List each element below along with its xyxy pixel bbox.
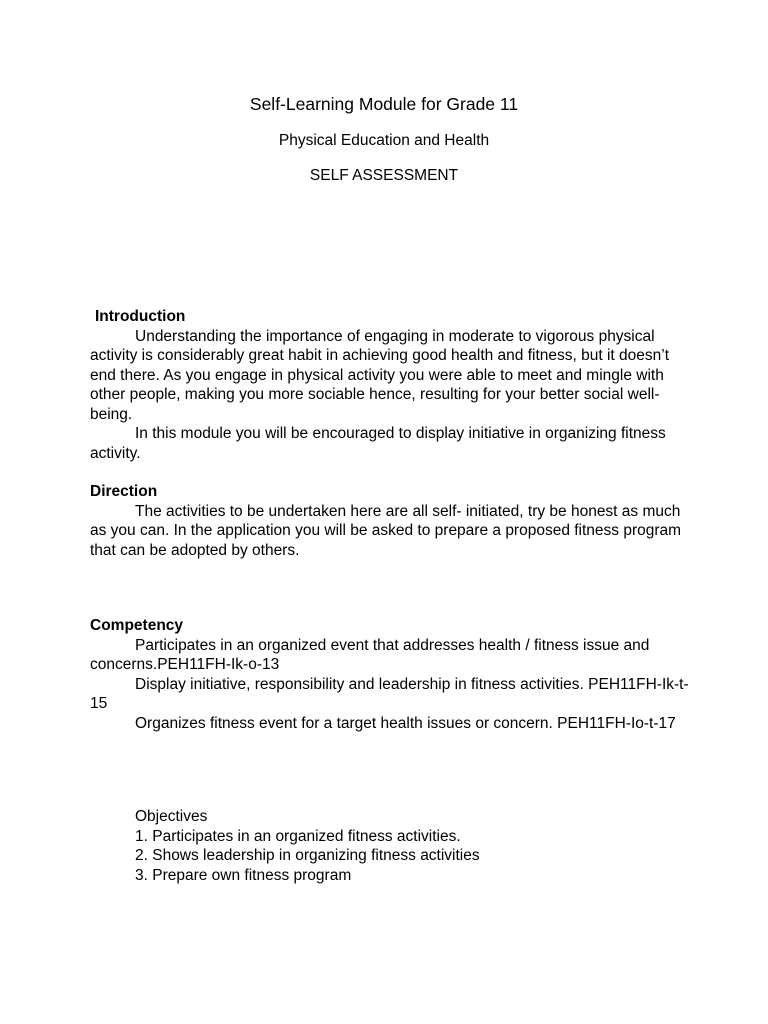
module-title: Self-Learning Module for Grade 11 [249, 94, 519, 114]
competency-item: Organizes fitness event for a target health issues or concern. PEH11FH-Io-t-17 [135, 714, 676, 732]
direction-section [90, 482, 690, 560]
introduction-paragraph: In this module you will be encouraged to display initiative in organizing fitness activity. [90, 425, 666, 462]
competency-item: Participates in an organized event that addresses health / fitness issue and concerns.PEH11FH-Ik-o-13 [90, 636, 650, 673]
direction-heading: Direction [90, 483, 158, 500]
subject-title: Physical Education and Health [278, 132, 490, 149]
competency-heading: Competency [90, 617, 184, 634]
objective-item: 3. Prepare own fitness program [135, 866, 352, 884]
introduction-section [90, 307, 690, 463]
objectives-heading: Objectives [135, 808, 208, 825]
objective-item: 1. Participates in an organized fitness activities. [135, 827, 461, 845]
section-label: SELF ASSESSMENT [309, 167, 459, 184]
objective-item: 2. Shows leadership in organizing fitness activities [135, 847, 480, 864]
introduction-heading: Introduction [95, 308, 186, 325]
introduction-paragraph: Understanding the importance of engaging in moderate to vigorous physical activity is considerably great habit in achieving good health and fitness, but it doesn’t end there. As you engage in physical activity you were able to meet and mingle with other people, making you more sociable hence, resulting for your better social well- being. [90, 327, 670, 423]
competency-item: Display initiative, responsibility and leadership in fitness activities. PEH11FH-Ik-t-15 [90, 675, 689, 712]
competency-section [90, 616, 690, 733]
objectives-section [90, 807, 690, 885]
direction-paragraph: The activities to be undertaken here are all self- initiated, try be honest as much as you can. In the application you will be asked to prepare a proposed fitness program that can be adopted by others. [90, 502, 682, 559]
